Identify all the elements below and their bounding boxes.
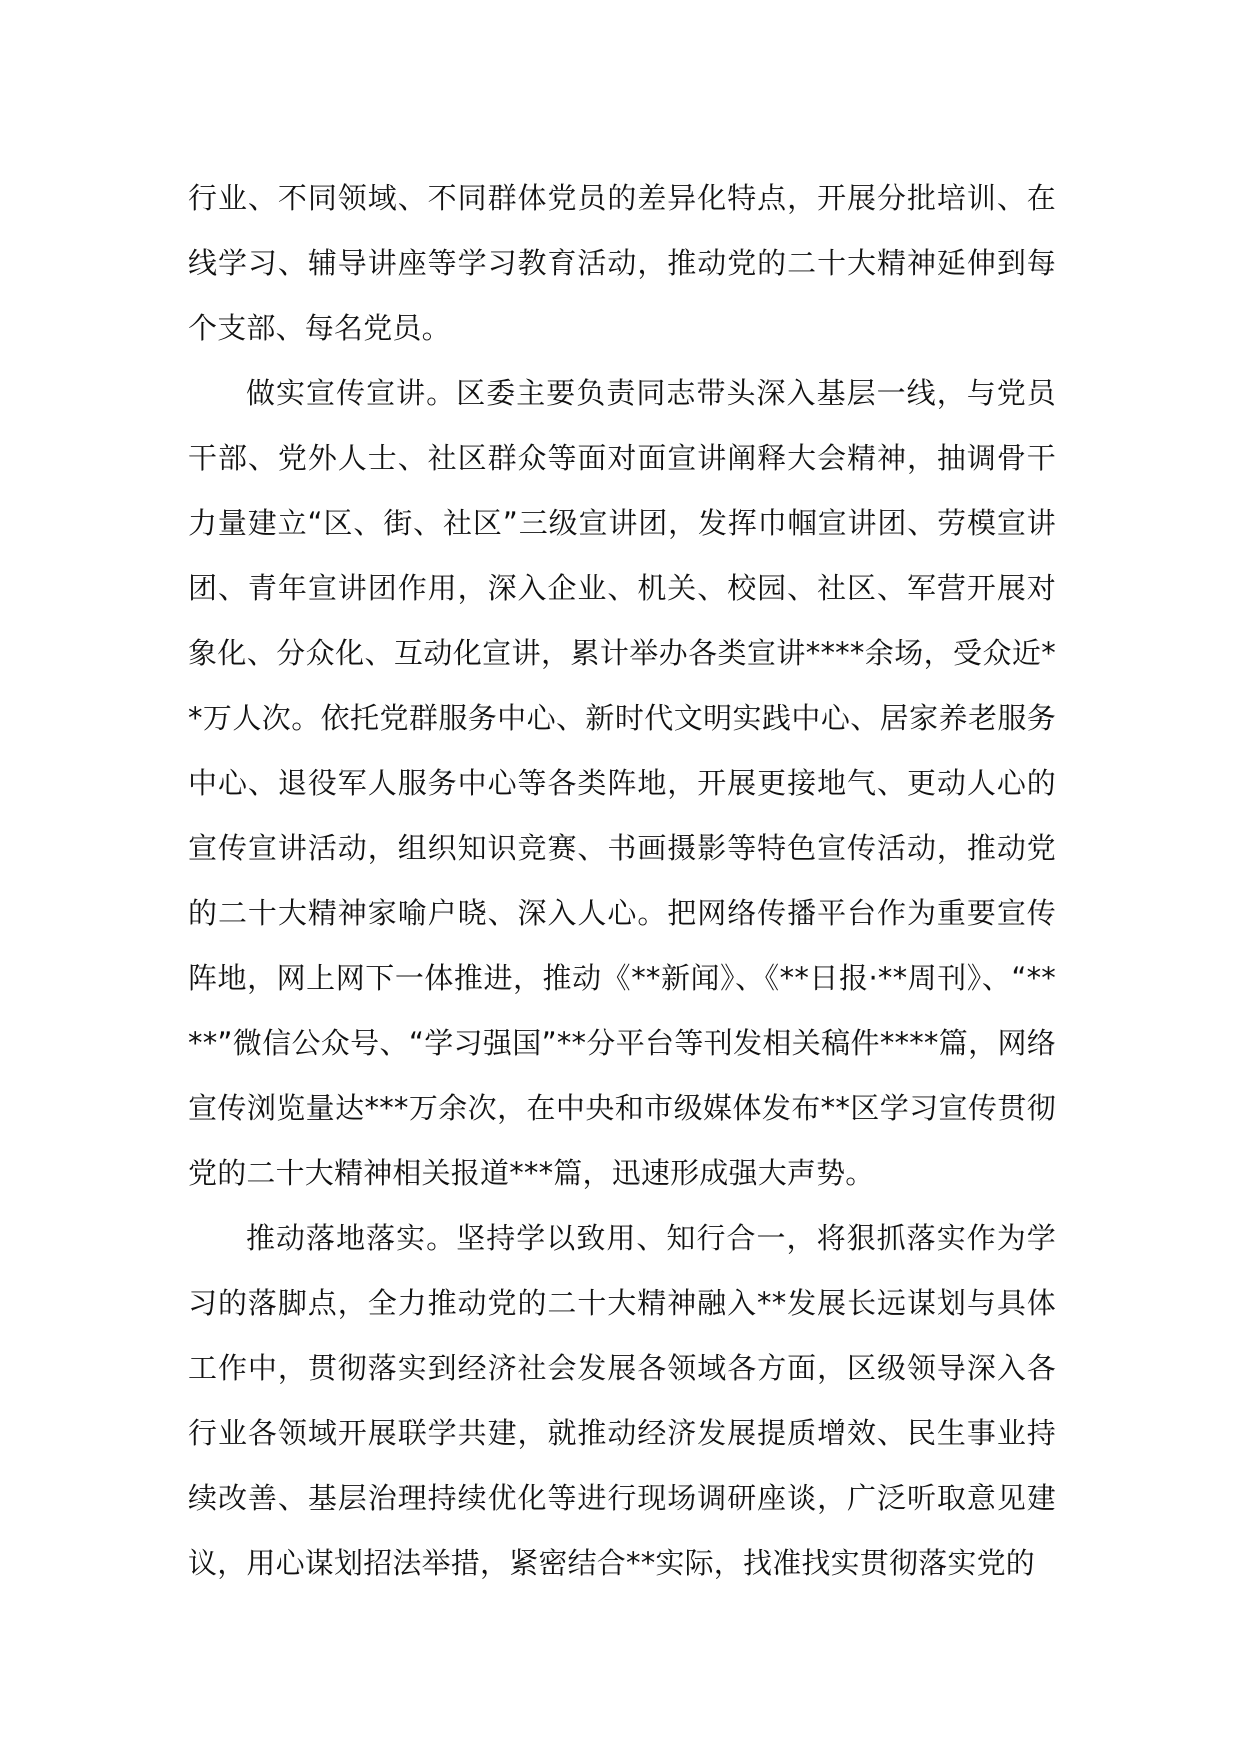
body-paragraph-3: 推动落地落实。坚持学以致用、知行合一，将狠抓落实作为学习的落脚点，全力推动党的二十大精神融入**发展长远谋划与具体工作中，贯彻落实到经济社会发展各领域各方面，区级领导深入各行业各领域开展联学共建，就推动经济发展提质增效、民生事业持续改善、基层治理持续优化等进行现场调研座谈，广泛听取意见建议，用心谋划招法举措，紧密结合**实际，找准找实贯彻落实党的	[188, 1221, 1056, 1580]
body-paragraph-2: 做实宣传宣讲。区委主要负责同志带头深入基层一线，与党员干部、党外人士、社区群众等面对面宣讲阐释大会精神，抽调骨干力量建立“区、街、社区”三级宣讲团，发挥巾帼宣讲团、劳模宣讲团、青年宣讲团作用，深入企业、机关、校园、社区、军营开展对象化、分众化、互动化宣讲，累计举办各类宣讲****余场，受众近**万人次。依托党群服务中心、新时代文明实践中心、居家养老服务中心、退役军人服务中心等各类阵地，开展更接地气、更动人心的宣传宣讲活动，组织知识竞赛、书画摄影等特色宣传活动，推动党的二十大精神家喻户晓、深入人心。把网络传播平台作为重要宣传阵地，网上网下一体推进，推动《**新闻》、《**日报·**周刊》、“****”微信公众号、“学习强国”**分平台等刊发相关稿件****篇，网络宣传浏览量达***万余次，在中央和市级媒体发布**区学习宣传贯彻党的二十大精神相关报道***篇，迅速形成强大声势。	[188, 376, 1056, 1190]
document-body	[188, 166, 1056, 1596]
body-paragraph-1: 行业、不同领域、不同群体党员的差异化特点，开展分批培训、在线学习、辅导讲座等学习教育活动，推动党的二十大精神延伸到每个支部、每名党员。	[188, 181, 1056, 345]
